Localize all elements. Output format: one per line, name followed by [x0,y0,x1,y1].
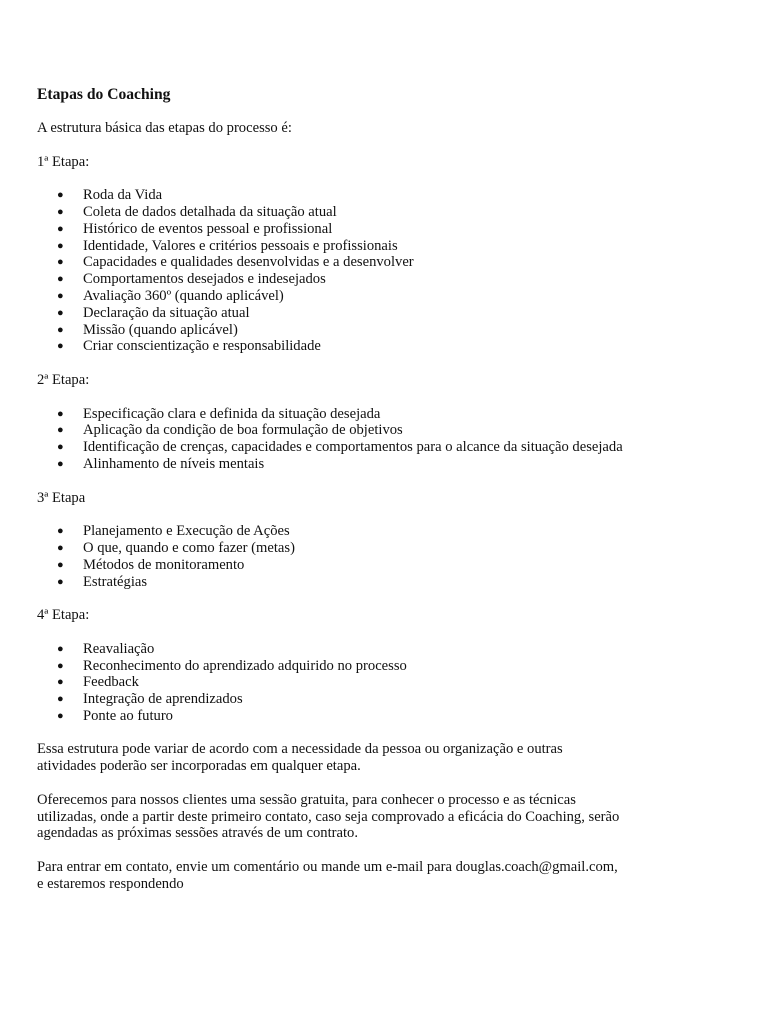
list-item-text: O que, quando e como fazer (metas) [83,539,295,556]
bullet-icon: ● [57,205,64,218]
list-item [37,540,727,557]
bullet-icon: ● [57,659,64,672]
list-item [37,305,727,322]
bullet-icon: ● [57,273,64,286]
bullet-icon: ● [57,189,64,202]
stage-label: 2ª Etapa: [37,371,90,388]
list-item-text: Aplicação da condição de boa formulação de objetivos [83,422,403,439]
body-paragraph [37,859,727,893]
list-item-text: Coleta de dados detalhada da situação atual [83,203,337,220]
body-paragraph [37,792,727,842]
list-item [37,439,727,456]
bullet-icon: ● [57,558,64,571]
list-item [37,406,727,423]
list-item [37,204,727,221]
list-item-text: Estratégias [83,573,148,590]
bullet-icon: ● [57,709,64,722]
bullet-icon: ● [57,693,64,706]
list-item-text: Identidade, Valores e critérios pessoais e profissionais [83,237,398,254]
list-item [37,187,727,204]
bullet-icon: ● [57,407,64,420]
bullet-icon: ● [57,323,64,336]
list-item-text: Capacidades e qualidades desenvolvidas e a desenvolver [83,254,414,271]
paragraph-line: agendadas as próximas sessões através de um contrato. [37,825,358,842]
paragraph-line: Essa estrutura pode variar de acordo com a necessidade da pessoa ou organização e outras [37,741,563,758]
list-item-text: Avaliação 360º (quando aplicável) [83,287,284,304]
bullet-icon: ● [57,424,64,437]
stage-label: 1ª Etapa: [37,153,90,170]
intro-text: A estrutura básica das etapas do processo é: [37,120,292,136]
list-item-text: Reconhecimento do aprendizado adquirido no processo [83,657,407,674]
closing-paragraphs [37,741,727,892]
body-paragraph [37,741,727,775]
document-title: Etapas do Coaching [37,86,171,103]
stage-label: 3ª Etapa [37,489,86,506]
list-item [37,338,727,355]
document-page [37,86,727,909]
bullet-icon: ● [57,642,64,655]
list-item-text: Reavaliação [83,640,155,657]
list-item [37,674,727,691]
paragraph-line: e estaremos respondendo [37,875,184,892]
stage-list [37,187,727,355]
list-item-text: Criar conscientização e responsabilidade [83,338,321,355]
stages-container [37,154,727,725]
list-item-text: Identificação de crenças, capacidades e comportamentos para o alcance da situação desejada [83,439,623,456]
list-item [37,221,727,238]
list-item [37,641,727,658]
list-item [37,708,727,725]
list-item-text: Planejamento e Execução de Ações [83,523,290,540]
bullet-icon: ● [57,541,64,554]
bullet-icon: ● [57,441,64,454]
list-item [37,254,727,271]
list-item-text: Métodos de monitoramento [83,556,245,573]
bullet-icon: ● [57,289,64,302]
list-item-text: Alinhamento de níveis mentais [83,455,265,472]
bullet-icon: ● [57,256,64,269]
stage-label: 4ª Etapa: [37,607,90,624]
stage-list [37,406,727,473]
list-item [37,322,727,339]
list-item-text: Histórico de eventos pessoal e profissional [83,220,333,237]
list-item-text: Feedback [83,674,139,691]
list-item-text: Declaração da situação atual [83,304,250,321]
list-item-text: Roda da Vida [83,187,163,204]
list-item-text: Ponte ao futuro [83,707,173,724]
bullet-icon: ● [57,676,64,689]
bullet-icon: ● [57,340,64,353]
list-item-text: Especificação clara e definida da situação desejada [83,405,381,422]
list-item-text: Missão (quando aplicável) [83,321,238,338]
stage-list [37,641,727,725]
list-item [37,422,727,439]
bullet-icon: ● [57,525,64,538]
bullet-icon: ● [57,222,64,235]
list-item [37,574,727,591]
list-item [37,238,727,255]
bullet-icon: ● [57,575,64,588]
list-item [37,271,727,288]
paragraph-line: Oferecemos para nossos clientes uma sessão gratuita, para conhecer o processo e as técnicas [37,791,576,808]
bullet-icon: ● [57,457,64,470]
list-item [37,456,727,473]
list-item-text: Integração de aprendizados [83,691,243,708]
bullet-icon: ● [57,306,64,319]
stage-list [37,523,727,590]
list-item [37,658,727,675]
paragraph-line: Para entrar em contato, envie um comentário ou mande um e-mail para douglas.coach@gmail.com, [37,859,618,876]
list-item [37,691,727,708]
bullet-icon: ● [57,239,64,252]
paragraph-line: atividades poderão ser incorporadas em qualquer etapa. [37,758,361,775]
list-item [37,557,727,574]
list-item-text: Comportamentos desejados e indesejados [83,271,326,288]
list-item [37,288,727,305]
list-item [37,523,727,540]
paragraph-line: utilizadas, onde a partir deste primeiro contato, caso seja comprovado a eficácia do Coaching, serão [37,808,620,825]
